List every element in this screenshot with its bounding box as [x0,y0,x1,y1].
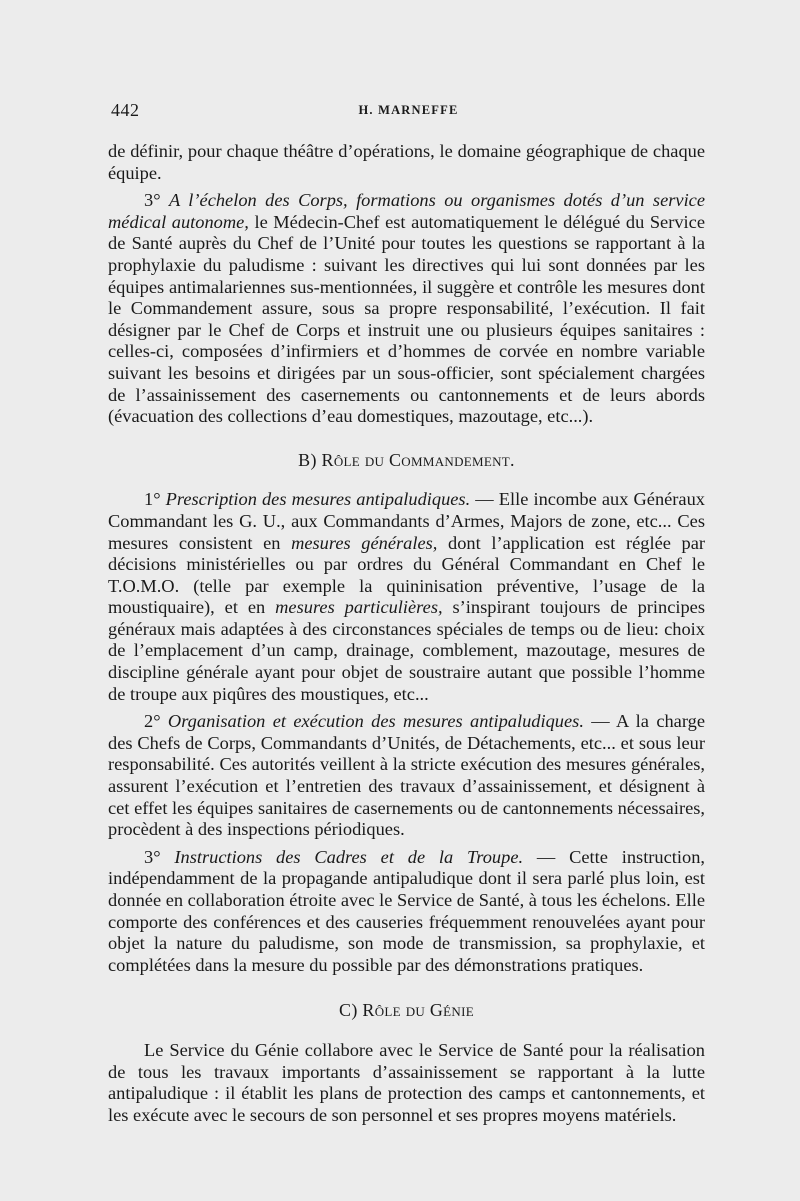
item-number: 2° [144,711,168,732]
item-lead: Instructions des Cadres et de la Troupe. [174,846,524,867]
page-number: 442 [111,100,140,120]
section-heading-b [108,450,705,472]
paragraph-corps-echelon [108,190,705,428]
paragraph-instructions [108,847,705,977]
section-title: Rôle du Génie [362,1000,474,1021]
paragraph-organisation [108,711,705,841]
item-text: — A la charge des Chefs de Corps, Commandants d’Unités, de Détachements, etc... et sous leur responsabilité. Ces autorités veillent à la stricte exécution des mesures générales, assurent l’exécution et l’entretien des travaux d’assainissement, et désignent à cet effet les équipes sanitaires de casernements ou de cantonnements nécessaires, procèdent à des inspections périodiques. [108,711,705,840]
item-text: s’inspirant toujours de principes généraux mais adaptées à des circonstances spéciales de temps ou de lieu: choix de l’emplacement d’un camp, drainage, comblement, mazoutage, mesures de discipline générale ayant pour objet de soustraire autant que possible l’homme de troupe aux piqûres des moustiques, etc... [108,597,705,704]
paragraph-continuation: de définir, pour chaque théâtre d’opérations, le domaine géographique de chaque équipe. [108,141,705,183]
item-number: 1° [144,489,166,510]
section-prefix: C) [339,1000,363,1021]
running-head: H. MARNEFFE [358,103,459,117]
paragraph-genie: Le Service du Génie collabore avec le Service de Santé pour la réalisation de tous les travaux importants d’assainissement se rapportant à la lutte antipaludique : il établit les plans de protection des camps et cantonnements, et les exécute avec le secours de son personnel et ses propres moyens matériels. [108,1039,705,1125]
item-text: — Cette instruction, indépendamment de la propagande antipaludique dont il sera parlé plus loin, est donnée en collaboration étroite avec le Service de Santé, à tous les échelons. Elle comporte des conférences et des causeries fréquemment renouvelées ayant pour objet la nature du paludisme, son mode de transmission, sa prophylaxie, et complétées dans la mesure du possible par des démonstrations pratiques. [108,846,705,975]
item-number: 3° [144,846,175,867]
item-text: le Médecin-Chef est automatiquement le délégué du Service de Santé auprès du Chef de l’Unité pour toutes les questions se rapportant à la prophylaxie du paludisme : suivant les directives qui lui sont données par les équipes antimalariennes sus-mentionnées, il suggère et contrôle les mesures dont le Commandement assure, sous sa propre responsabilité, l’exécution. Il fait désigner par le Chef de Corps et instruit une ou plusieurs équipes sanitaires : celles-ci, composées d’infirmiers et d’hommes de corvée en nombre variable suivant les besoins et dirigées par un sous-officier, sont spécialement chargées de l’assainissement des casernements ou cantonnements et de leurs abords (évacuation des collections d’eau domestiques, mazoutage, etc...). [108,211,705,427]
paragraph-prescription [108,489,705,705]
page-header [111,100,706,122]
section-prefix: B) [298,449,322,470]
page-body [108,141,705,1126]
section-heading-c [108,1000,705,1022]
item-lead: Prescription des mesures antipaludiques. [165,489,471,510]
item-number: 3° [144,190,169,211]
emphasis-general: mesures générales, [291,532,438,553]
section-title: Rôle du Commandement. [321,449,515,470]
emphasis-particular: mesures particulières, [275,597,443,618]
item-text: — Elle incombe aux Généraux Commandant les G. U., aux Commandants d’Armes, Majors de zone, etc... Ces mesures consistent en [108,489,705,553]
item-text: dont l’application est réglée par décisions ministérielles ou par ordres du Général Commandant en Chef le T.O.M.O. (telle par exemple la quininisation préventive, l’usage de la moustiquaire), et en [108,532,705,618]
item-lead: A l’échelon des Corps, formations ou organismes dotés d’un service médical autonome, [108,190,705,232]
item-lead: Organisation et exécution des mesures antipaludiques. [167,711,584,732]
